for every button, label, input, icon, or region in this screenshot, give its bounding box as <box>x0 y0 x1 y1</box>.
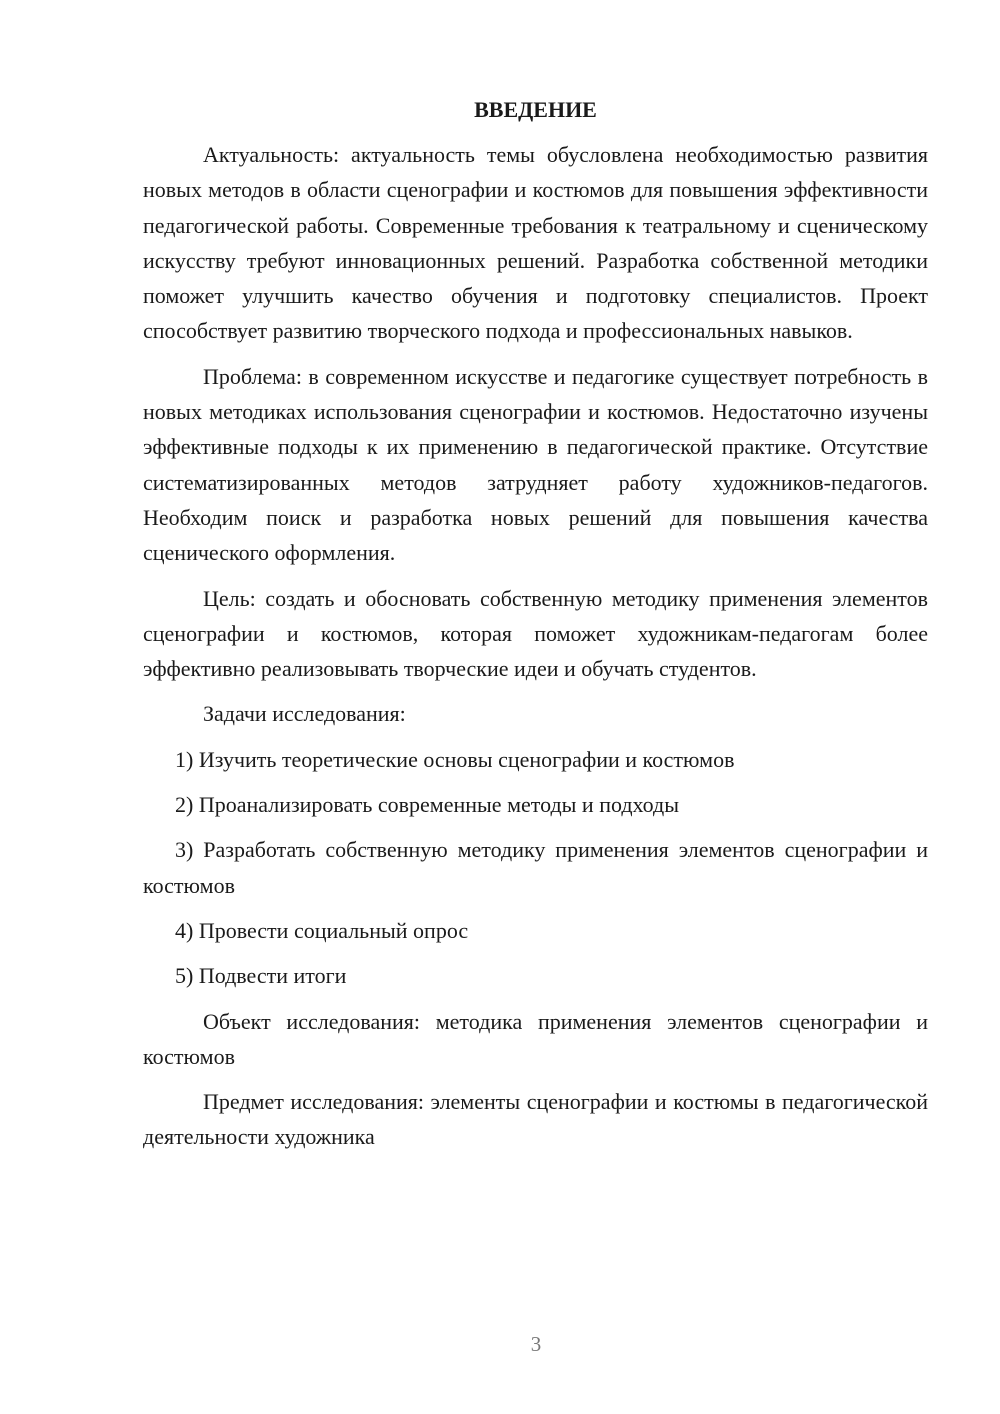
task-item-2: 2) Проанализировать современные методы и подходы <box>175 792 680 818</box>
document-page <box>143 92 928 1155</box>
tasks-heading: Задачи исследования: <box>203 701 406 727</box>
task-item-5: 5) Подвести итоги <box>175 963 347 989</box>
relevance-paragraph: Актуальность: актуальность темы обусловлена необходимостью развития новых методов в области сценографии и костюмов для повышения эффективности педагогической работы. Современные требования к театральному и сценическому искусству требуют инновационных решений. Разработка собственной методики поможет улучшить качество обучения и подготовку специалистов. Проект способствует развитию творческого подхода и профессиональных навыков. <box>143 142 928 344</box>
task-item-1: 1) Изучить теоретические основы сценографии и костюмов <box>175 746 735 772</box>
page-number: 3 <box>530 1332 542 1356</box>
subject-paragraph: Предмет исследования: элементы сценографии и костюмы в педагогической деятельности художника <box>143 1089 928 1150</box>
problem-paragraph: Проблема: в современном искусстве и педагогике существует потребность в новых методиках использования сценографии и костюмов. Недостаточно изучены эффективные подходы к их применению в педагогической практике. Отсутствие систематизированных методов затрудняет работу художников-педагогов. Необходим поиск и разработка новых решений для повышения качества сценического оформления. <box>143 363 928 566</box>
section-title: ВВЕДЕНИЕ <box>474 97 597 122</box>
task-item-4: 4) Провести социальный опрос <box>175 917 469 943</box>
goal-paragraph: Цель: создать и обосновать собственную методику применения элементов сценографии и костюмов, которая поможет художникам-педагогам более эффективно реализовывать творческие идеи и обучать студентов. <box>143 585 928 682</box>
task-item-3: 3) Разработать собственную методику применения элементов сценографии и костюмов <box>143 837 928 898</box>
object-paragraph: Объект исследования: методика применения элементов сценографии и костюмов <box>143 1008 928 1069</box>
